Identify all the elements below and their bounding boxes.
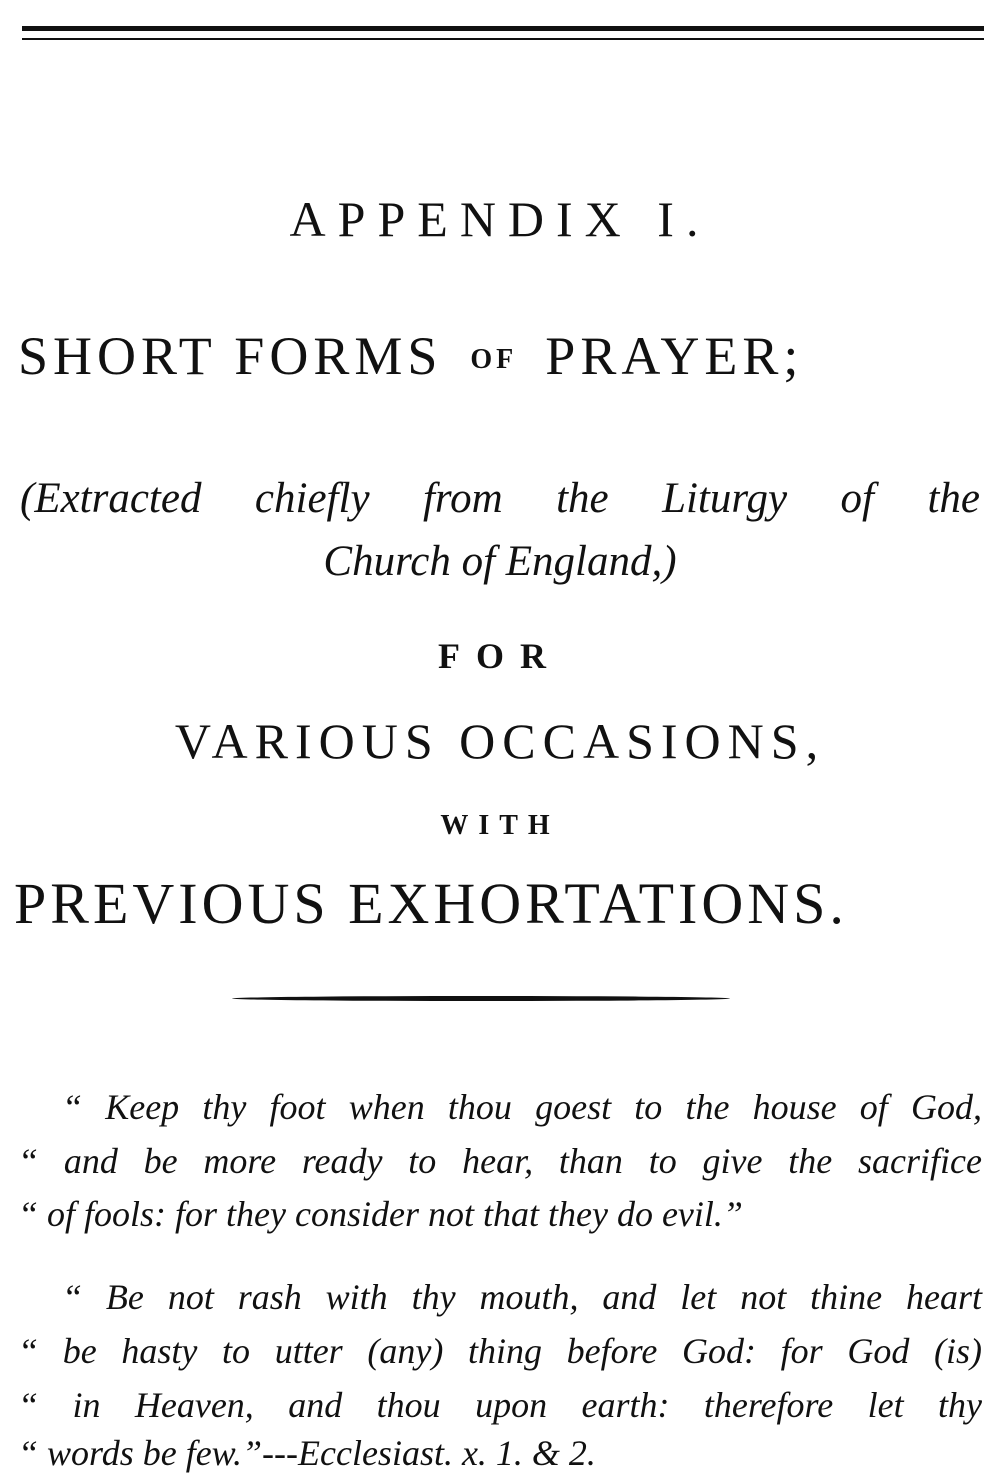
with-word: WITH	[440, 810, 560, 841]
for-word: FOR	[438, 636, 562, 676]
quote-line: “ words be few.”---Ecclesiast. x. 1. & 2.	[18, 1433, 596, 1473]
title-start: SHORT FORMS	[18, 326, 443, 386]
quote-line: “ of fools: for they consider not that they do evil.”	[18, 1194, 743, 1234]
subtitle-line-2: Church of England,)	[323, 538, 677, 585]
quote-line: “ be hasty to utter (any) thing before God: for God (is)	[18, 1331, 982, 1371]
various-occasions: VARIOUS OCCASIONS,	[174, 713, 826, 769]
title-end: PRAYER;	[545, 326, 804, 386]
quote-line: “ Keep thy foot when thou goest to the house of God,	[62, 1087, 982, 1127]
section-divider	[232, 996, 730, 1001]
quote-line: “ and be more ready to hear, than to give the sacrifice	[18, 1141, 982, 1181]
title-of: OF	[470, 344, 518, 375]
top-double-rule-thin	[22, 38, 984, 40]
quote-line: “ Be not rash with thy mouth, and let not thine heart	[62, 1277, 982, 1317]
appendix-heading: APPENDIX I.	[289, 191, 711, 247]
previous-exhortations: PREVIOUS EXHORTATIONS.	[14, 871, 848, 936]
subtitle-line-1: (Extracted chiefly from the Liturgy of the	[20, 475, 980, 522]
page-title	[18, 325, 998, 387]
top-double-rule-thick	[22, 26, 984, 31]
quote-line: “ in Heaven, and thou upon earth: therefore let thy	[18, 1385, 982, 1425]
